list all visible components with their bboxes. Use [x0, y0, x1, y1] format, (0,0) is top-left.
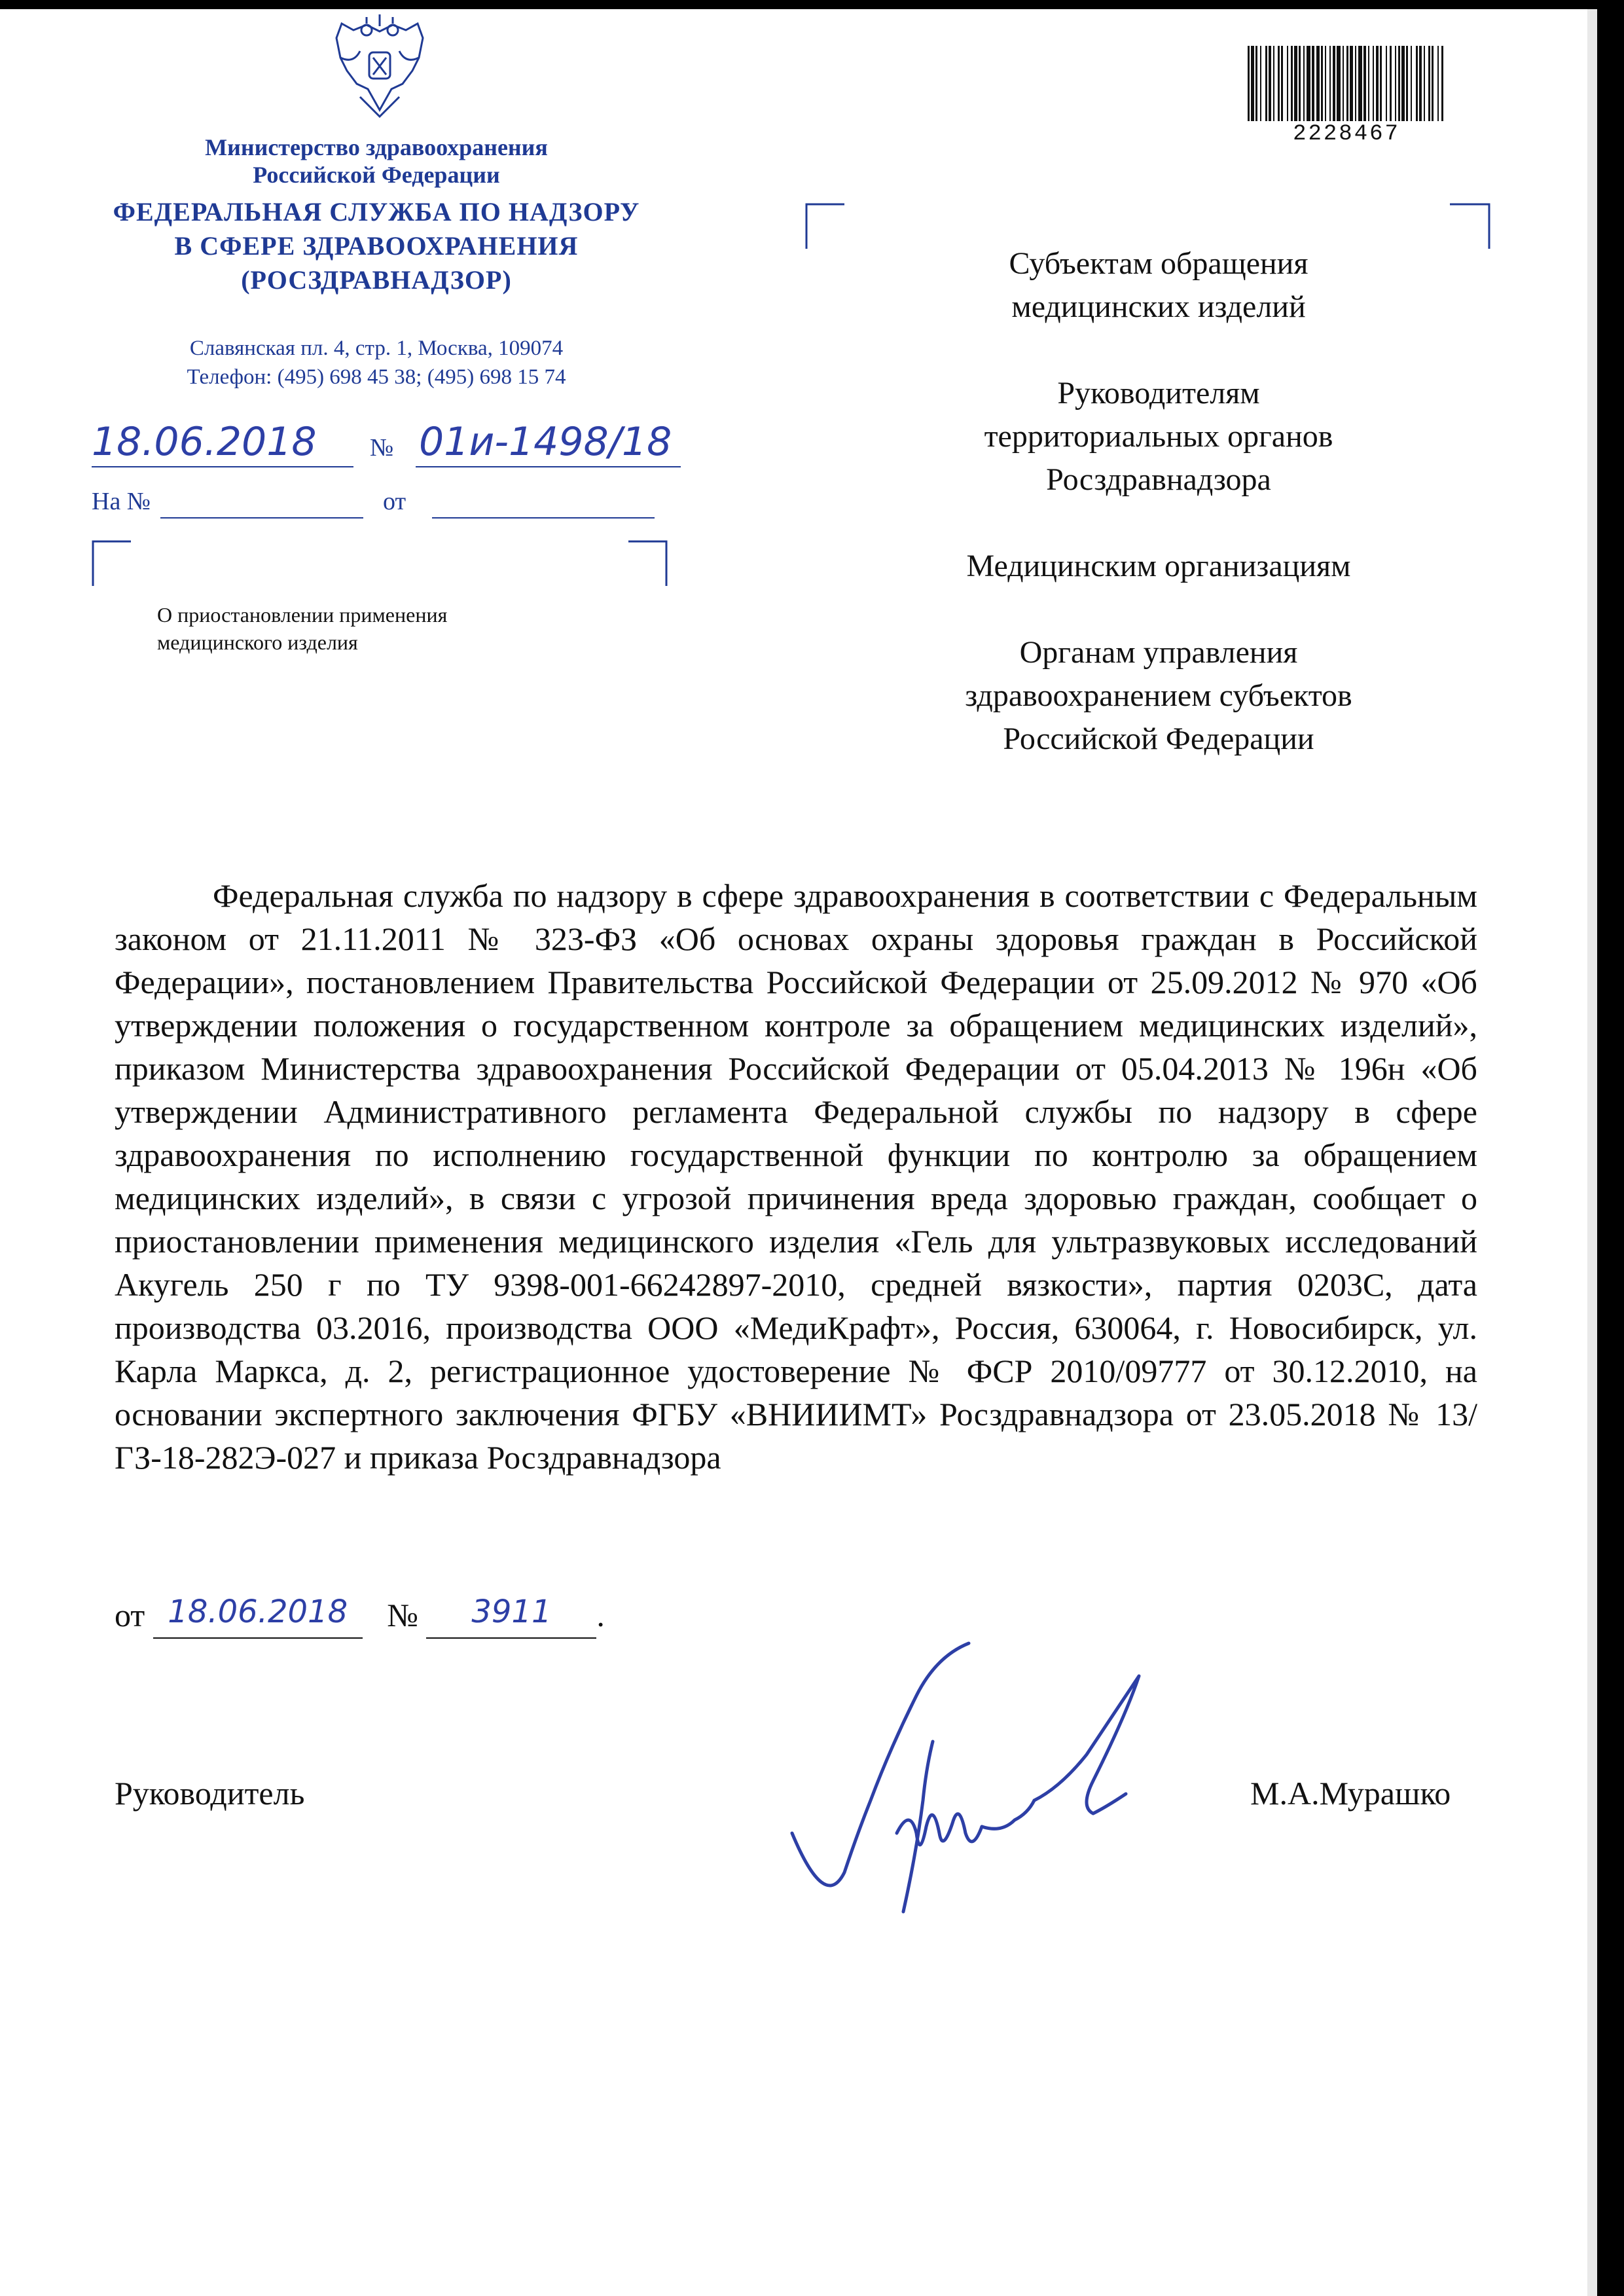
- barcode-bar: [1373, 46, 1374, 121]
- barcode-bar: [1376, 46, 1379, 121]
- barcode-bar: [1291, 46, 1293, 121]
- order-date: 18.06.2018: [168, 1594, 348, 1630]
- addressee-4: Органам управления здравоохранением субъектов Российской Федерации: [965, 635, 1352, 756]
- reference-number-field: [160, 517, 363, 519]
- barcode-bar: [1432, 46, 1434, 121]
- barcode-bar: [1321, 46, 1323, 121]
- registration-date: 18.06.2018: [92, 419, 317, 465]
- barcode-bar: [1278, 46, 1280, 121]
- barcode-bar: [1281, 46, 1283, 121]
- barcode-bar: [1424, 46, 1425, 121]
- barcode-bar: [1355, 46, 1356, 121]
- service-contacts: [98, 334, 655, 392]
- barcode-bar: [1390, 46, 1392, 121]
- order-end: .: [596, 1597, 605, 1633]
- order-number-field: [426, 1594, 596, 1639]
- barcode-bar: [1350, 46, 1353, 121]
- coat-of-arms-emblem: [327, 12, 432, 123]
- barcode-bar: [1428, 46, 1430, 121]
- barcode-bar: [1346, 46, 1348, 121]
- reference-from-label: от: [383, 488, 406, 515]
- barcode-bar: [1273, 46, 1274, 121]
- topic-line-2: медицинского изделия: [157, 630, 358, 654]
- order-from-label: от: [115, 1597, 145, 1633]
- barcode-bar: [1325, 46, 1326, 121]
- addressee-block: [864, 242, 1453, 804]
- barcode-bar: [1386, 46, 1387, 121]
- handwritten-signature: [785, 1637, 1191, 1944]
- barcode-bar: [1337, 46, 1341, 121]
- barcode: [1245, 46, 1448, 121]
- addressee-1: Субъектам обращения медицинских изделий: [1009, 246, 1308, 324]
- barcode-bar: [1329, 46, 1331, 121]
- barcode-bar: [1411, 46, 1412, 121]
- barcode-bar: [1380, 46, 1382, 121]
- barcode-bar: [1299, 46, 1301, 121]
- letter-body: Федеральная служба по надзору в сфере здравоохранения в соответствии с Федеральным законом от 21.11.2011 № 323-ФЗ «Об основах охраны здоровья граждан в Российской Федерации», постановлением Правительства Российской Федерации от 25.09.2012 № 970 «Об утверждении положения о государственном контроле за обращением медицинских изделий», приказом Министерства здравоохранения Российской Федерации от 05.04.2013 № 196н «Об утверждении Административного регламента Федеральной службы по надзору в сфере здравоохранения по исполнению государственной функции по контролю за обращением медицинских изделий», в связи с угрозой причинения вреда здоровью граждан, сообщает о приостановлении применения медицинского изделия «Гель для ультразвуковых исследований Акугель 250 г по ТУ 9398-001-66242897-2010, средней вязкости», партия 0203С, дата производства 03.2016, производства ООО «МедиКрафт», Россия, 630064, г. Новосибирск, ул. Карла Маркса, д. 2, регистрационное удостоверение № ФСР 2010/09777 от 30.12.2010, на основании экспертного заключения ФГБУ «ВНИИИМТ» Росздравнадзора от 23.05.2018 № 13/ГЗ-18-282Э-027 и приказа Росздравнадзора: [115, 877, 1477, 1476]
- scan-border-top: [0, 0, 1624, 9]
- barcode-bar: [1401, 46, 1405, 121]
- barcode-bar: [1260, 46, 1261, 121]
- order-number: 3911: [471, 1594, 552, 1630]
- service-name: [72, 195, 681, 297]
- registration-number-underline: [416, 466, 681, 467]
- barcode-bar: [1316, 46, 1320, 121]
- barcode-bar: [1363, 46, 1366, 121]
- scan-shadow-right: [1587, 9, 1597, 2296]
- topic-line-1: О приостановлении применения: [157, 603, 448, 627]
- barcode-bar: [1395, 46, 1396, 121]
- registration-number: 01и-1498/18: [419, 419, 672, 465]
- registration-line: [92, 419, 681, 471]
- reference-line: [92, 483, 681, 522]
- addressee-2: Руководителям территориальных органов Росздравнадзора: [984, 376, 1333, 497]
- order-reference-line: [115, 1594, 605, 1639]
- addressee-3: Медицинским организациям: [966, 549, 1351, 583]
- barcode-bar: [1255, 46, 1257, 121]
- barcode-bar: [1368, 46, 1369, 121]
- order-date-field: [153, 1594, 363, 1639]
- barcode-number: 2228467: [1293, 122, 1400, 147]
- ministry-line-2: Российской Федерации: [253, 162, 500, 188]
- document-topic: [157, 601, 524, 656]
- service-address: Славянская пл. 4, стр. 1, Москва, 109074: [189, 337, 564, 360]
- barcode-bar: [1416, 46, 1418, 121]
- reference-date-field: [432, 517, 655, 519]
- ministry-line-1: Министерство здравоохранения: [205, 134, 548, 160]
- barcode-bar: [1307, 46, 1310, 121]
- barcode-bar: [1251, 46, 1254, 121]
- barcode-bar: [1333, 46, 1335, 121]
- barcode-bar: [1437, 46, 1439, 121]
- topic-corner-brackets: [92, 540, 668, 592]
- barcode-bar: [1265, 46, 1267, 121]
- signatory-name: М.А.Мурашко: [1250, 1775, 1451, 1812]
- barcode-bar: [1294, 46, 1297, 121]
- barcode-bar: [1398, 46, 1400, 121]
- registration-number-sign: №: [370, 434, 394, 462]
- barcode-bar: [1269, 46, 1271, 121]
- barcode-bar: [1358, 46, 1362, 121]
- barcode-bar: [1419, 46, 1422, 121]
- barcode-bar: [1343, 46, 1344, 121]
- barcode-bar: [1312, 46, 1314, 121]
- reference-label: На №: [92, 488, 151, 515]
- barcode-bar: [1248, 46, 1250, 121]
- signatory-title: Руководитель: [115, 1775, 305, 1812]
- service-line-2: В СФЕРЕ ЗДРАВООХРАНЕНИЯ: [174, 231, 579, 261]
- ministry-name: [98, 134, 655, 189]
- service-line-1: ФЕДЕРАЛЬНАЯ СЛУЖБА ПО НАДЗОРУ: [113, 197, 640, 227]
- scan-border-right: [1597, 0, 1624, 2296]
- barcode-bar: [1303, 46, 1305, 121]
- order-number-sign: №: [387, 1597, 418, 1633]
- barcode-bar: [1406, 46, 1408, 121]
- service-line-3: (РОСЗДРАВНАДЗОР): [241, 265, 512, 295]
- barcode-bar: [1441, 46, 1443, 121]
- service-phone: Телефон: (495) 698 45 38; (495) 698 15 74: [187, 365, 566, 389]
- registration-date-underline: [92, 466, 353, 467]
- barcode-bar: [1287, 46, 1288, 121]
